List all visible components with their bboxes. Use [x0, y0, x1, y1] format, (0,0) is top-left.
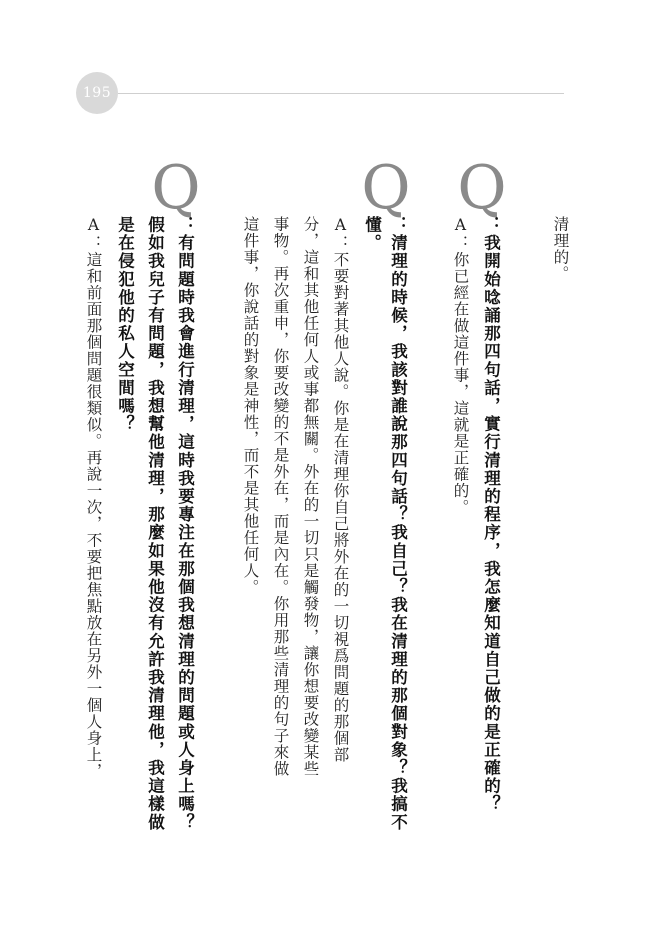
- q-mark-3: Q: [151, 153, 201, 223]
- q-mark-1: Q: [457, 153, 507, 223]
- answer-1: A：你已經在做這件事，這就是正確的。: [451, 216, 470, 516]
- question-3-line-2: 假如我兒子有問題，我想幫他清理，那麼如果他沒有允許我清理他，我這樣做: [145, 216, 165, 832]
- question-2-line-1: ：清理的時候，我該對誰說那四句話？我自己？我在清理的那個對象？我搞不: [388, 216, 408, 832]
- question-1: ：我開始唸誦那四句話，實行清理的程序，我怎麼知道自己做的是正確的？: [481, 216, 501, 814]
- continuation-text: 清理的。: [551, 216, 570, 282]
- answer-3-line-1: A：這和前面那個問題很類似。再說一次，不要把焦點放在另外一個人身上，: [84, 216, 103, 780]
- question-3-line-3: 是在侵犯他的私人空間嗎？: [115, 216, 135, 434]
- page-number-badge: [76, 72, 118, 114]
- question-3-line-1: ：有問題時我會進行清理，這時我要專注在那個我想清理的問題或人身上嗎？: [175, 216, 195, 832]
- q-mark-2: Q: [361, 153, 411, 223]
- answer-2-line-1: A：不要對著其他人說。你是在清理你自己將外在的一切視爲問題的那個部: [331, 216, 350, 763]
- page-number: 195: [82, 85, 112, 101]
- header-rule: [118, 93, 564, 94]
- answer-2-line-3: 事物。再次重申，你要改變的不是外在，而是內在。你用那些清理的句子來做: [271, 216, 290, 777]
- answer-2-line-2: 分，這和其他任何人或事都無關。外在的一切只是觸發物，讓你想要改變某些: [301, 216, 320, 777]
- question-2-line-2: 懂。: [362, 216, 382, 253]
- answer-2-line-4: 這件事，你說話的對象是神性，而不是其他任何人。: [241, 216, 260, 596]
